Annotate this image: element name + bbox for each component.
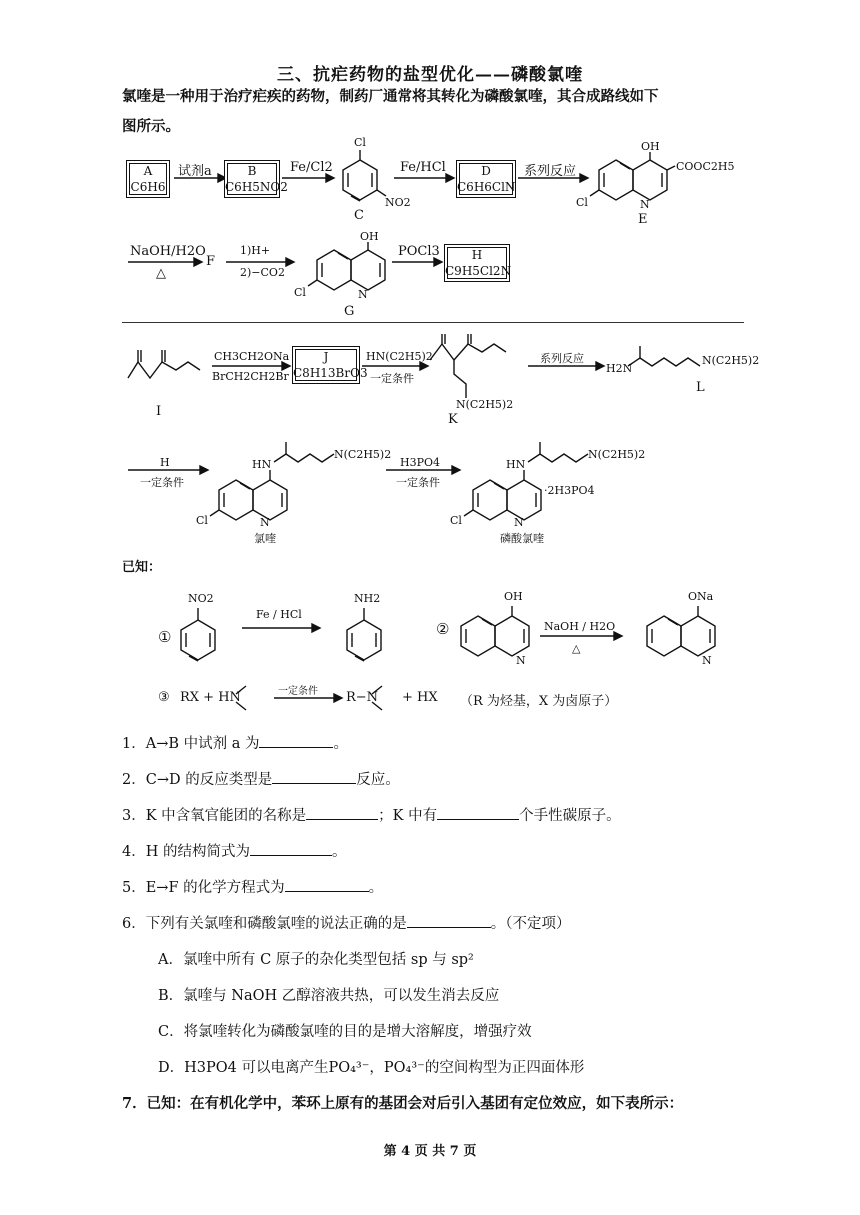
phosphate-salt: ·2H3PO4 [544, 484, 595, 497]
chloroquine-n: N [260, 516, 270, 529]
known-2-sodium-salt [647, 606, 715, 656]
compound-g-label: G [344, 304, 355, 319]
arrow-head [334, 694, 342, 702]
reagent-etona: CH3CH2ONa [214, 350, 290, 363]
compound-k-label: K [448, 412, 458, 427]
quinoline-e [590, 152, 675, 200]
phosphate-cl: Cl [450, 514, 462, 527]
arrow-head [420, 362, 428, 370]
compound-a-box [126, 160, 170, 198]
reagent-naoh: NaOH/H2O [130, 244, 206, 259]
compound-g-n: N [358, 288, 368, 301]
structure-k [430, 334, 506, 398]
arrow-head [434, 258, 442, 266]
question-2: 2．C→D 的反应类型是 反应。 [122, 768, 400, 789]
compound-e-oh: OH [641, 140, 660, 153]
compound-b-box [224, 160, 288, 198]
reagent-h: H [160, 456, 170, 469]
answer-blank-2[interactable] [272, 768, 356, 784]
page-footer: 第 4 页 共 7 页 [383, 1144, 477, 1159]
known-2-reagent: NaOH / H2O [544, 620, 616, 633]
compound-h-label: H [471, 248, 483, 262]
series-reaction-2: 系列反应 [540, 352, 584, 365]
arrow-head [312, 624, 320, 632]
reagent-pocl3: POCl3 [398, 244, 440, 259]
reagent-a: 试剂a [178, 164, 212, 179]
compound-d-formula: C6H6ClN [457, 180, 516, 194]
answer-blank-4[interactable] [250, 840, 332, 856]
known-1-nitrobenzene [181, 608, 215, 661]
arrow-head [326, 174, 334, 182]
compound-d-label: D [481, 164, 491, 178]
known-label: 已知： [122, 560, 162, 575]
arrow-head [200, 466, 208, 474]
question-1: 1．A→B 中试剂 a 为 。 [122, 732, 348, 753]
option-b: B．氯喹与 NaOH 乙醇溶液共热，可以发生消去反应 [158, 988, 500, 1004]
known-3-hx: + HX [402, 690, 438, 705]
series-reaction-1: 系列反应 [524, 164, 577, 179]
phosphate-amine: N(C2H5)2 [588, 448, 646, 461]
arrow-head [614, 632, 622, 640]
compound-a-label: A [143, 164, 153, 178]
question-3: 3．K 中含氧官能团的名称是 ；K 中有 个手性碳原子。 [122, 804, 621, 825]
compound-e-cl: Cl [576, 196, 588, 209]
condition-1: 一定条件 [370, 372, 414, 385]
known-1-aniline [347, 608, 381, 661]
compound-a-formula: C6H6 [130, 180, 166, 194]
compound-f-label: F [206, 254, 216, 269]
compound-d-box [456, 160, 516, 198]
chloroquine-phosphate-structure [464, 442, 588, 520]
question-7: 7．已知：在有机化学中，苯环上原有的基团会对后引入基团有定位效应，如下表所示： [122, 1095, 684, 1112]
quinoline-g [308, 242, 385, 290]
phosphate-hn: HN [506, 458, 526, 471]
intro-line-1: 氯喹是一种用于治疗疟疾的药物，制药厂通常将其转化为磷酸氯喹，其合成路线如下 [122, 88, 659, 105]
compound-e-ester: COOC2H5 [676, 160, 735, 173]
compound-k-amine: N(C2H5)2 [456, 398, 514, 411]
reagent-h3po4: H3PO4 [400, 456, 441, 469]
page-title: 三、抗疟药物的盐型优化——磷酸氯喹 [277, 65, 583, 85]
option-a: A．氯喹中所有 C 原子的杂化类型包括 sp 与 sp² [158, 952, 474, 968]
phosphate-n: N [514, 516, 524, 529]
arrow-head [596, 362, 604, 370]
compound-e-label: E [638, 212, 648, 227]
known-1-number: ① [158, 628, 172, 646]
arrow-head [446, 174, 454, 182]
arrow-head [580, 174, 588, 182]
compound-b-formula: C6H5NO2 [225, 180, 288, 194]
chloroquine-structure [210, 442, 334, 520]
compound-e-n: N [640, 198, 650, 211]
question-4: 4．H 的结构简式为 。 [122, 840, 346, 861]
compound-l-h2n: H2N [606, 362, 633, 375]
chloroquine-name: 氯喹 [254, 532, 276, 545]
arrow-head [286, 258, 294, 266]
reagent-diethylamine: HN(C2H5)2 [366, 350, 433, 363]
answer-blank-3a[interactable] [306, 804, 378, 820]
chloroquine-hn: HN [252, 458, 272, 471]
question-6: 6．下列有关氯喹和磷酸氯喹的说法正确的是 。（不定项） [122, 912, 570, 933]
chloroquine-phosphate-name: 磷酸氯喹 [500, 532, 544, 545]
answer-blank-1[interactable] [259, 732, 333, 748]
intro-line-2: 图所示。 [122, 118, 180, 135]
compound-l-label: L [696, 380, 705, 395]
condition-2: 一定条件 [140, 476, 184, 489]
known-2-hydroxyquinoline [461, 606, 529, 656]
condition-3: 一定条件 [396, 476, 440, 489]
known-3-condition: 一定条件 [278, 686, 318, 697]
compound-i-label: I [156, 404, 162, 419]
compound-l-amine: N(C2H5)2 [702, 354, 760, 367]
reagent-fe-hcl: Fe/HCl [400, 160, 446, 175]
question-5: 5．E→F 的化学方程式为 。 [122, 876, 383, 897]
known-1-reagent: Fe / HCl [256, 608, 302, 621]
known-3-note: （R 为烃基，X 为卤原子） [460, 694, 618, 709]
compound-j-formula: C8H13BrO3 [293, 366, 368, 380]
compound-g-oh: OH [360, 230, 379, 243]
compound-h-formula: C9H5Cl2N [445, 264, 512, 278]
answer-blank-6[interactable] [407, 912, 491, 928]
known-2-n1: N [516, 654, 526, 667]
answer-blank-3b[interactable] [437, 804, 519, 820]
step-2: 2)−CO2 [240, 266, 285, 279]
known-2-number: ② [436, 620, 450, 638]
compound-g-cl: Cl [294, 286, 306, 299]
known-3-number: ③ [158, 690, 170, 705]
chloroquine-amine: N(C2H5)2 [334, 448, 392, 461]
known-1-nh2: NH2 [354, 592, 381, 605]
step-1: 1)H+ [240, 244, 271, 257]
reagent-dibromoethane: BrCH2CH2Br [212, 370, 289, 383]
known-2-n2: N [702, 654, 712, 667]
option-c: C．将氯喹转化为磷酸氯喹的目的是增大溶解度，增强疗效 [158, 1024, 532, 1040]
known-1-no2: NO2 [188, 592, 214, 605]
compound-c-cl: Cl [354, 136, 366, 149]
compound-b-label: B [247, 164, 257, 178]
arrow-head [452, 466, 460, 474]
known-3-reactants: RX + HN [180, 690, 241, 705]
structure-l [628, 346, 700, 366]
heat-symbol: △ [156, 266, 166, 281]
compound-c-no2: NO2 [385, 196, 411, 209]
known-3-product: R−N [346, 690, 379, 705]
compound-j-label: J [323, 350, 329, 364]
known-2-oh: OH [504, 590, 523, 603]
option-d: D．H3PO4 可以电离产生PO₄³⁻，PO₄³⁻的空间构型为正四面体形 [158, 1060, 585, 1076]
structure-i [128, 350, 200, 378]
compound-c-label: C [354, 208, 364, 223]
reagent-fe-cl2: Fe/Cl2 [290, 160, 333, 175]
arrow-head [282, 362, 290, 370]
section-divider [122, 322, 744, 323]
known-2-ona: ONa [688, 590, 714, 603]
compound-j-box [292, 346, 368, 384]
known-2-heat: △ [572, 642, 581, 655]
compound-h-box [444, 244, 510, 282]
answer-blank-5[interactable] [285, 876, 369, 892]
chloroquine-cl: Cl [196, 514, 208, 527]
arrow-head [194, 258, 202, 266]
